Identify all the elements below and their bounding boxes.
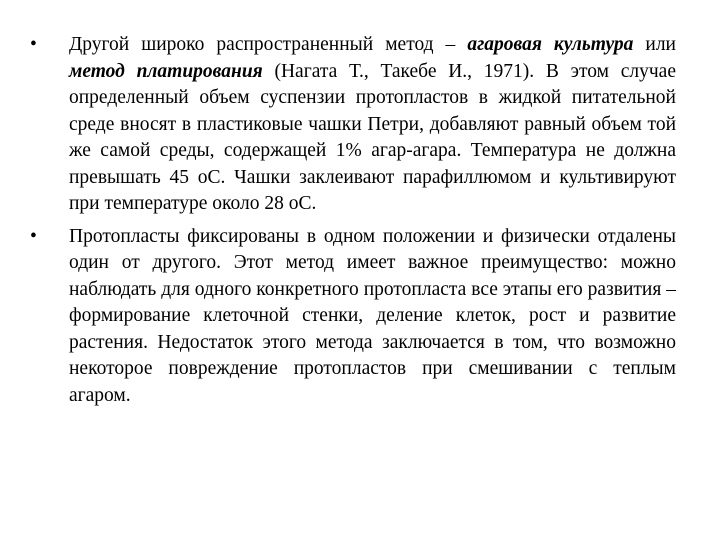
bullet-item-protoplasts-fixed <box>30 224 676 410</box>
slide-content <box>30 32 676 415</box>
bullet-text: Протопласты фиксированы в одном положении и физически отдалены один от другого. Этот метод имеет важное преимущество: можно наблюдать для одного конкретного протопласта все этапы его развития – формирование клеточной стенки, деление клеток, рост и развитие растения. Недостаток этого метода заключается в том, что возможно некоторое повреждение протопластов при смешивании с теплым агаром. <box>69 225 676 406</box>
term-plating-method: метод платирования <box>69 60 263 82</box>
bullet-item-agar-culture <box>30 32 676 218</box>
bullet-text-part: Другой широко распространенный метод – <box>69 34 468 55</box>
bullet-text-part: или <box>633 34 676 55</box>
bullet-marker: • <box>30 225 37 247</box>
bullet-text <box>69 34 676 214</box>
bullet-marker: • <box>30 34 37 55</box>
bullet-text-part: (Нагата Т., Такебе И., 1971). В этом случае определенный объем суспензии протопластов в жидкой питательной среде вносят в пластиковые чашки Петри, добавляют равный объем той же самой среды, содержащей 1% агар-агара. Температура не должна превышать 45 оС. Чашки заклеивают парафиллюмом и культивируют при температуре около 28 оС. <box>69 60 676 214</box>
term-agar-culture: агаровая культура <box>467 34 634 55</box>
